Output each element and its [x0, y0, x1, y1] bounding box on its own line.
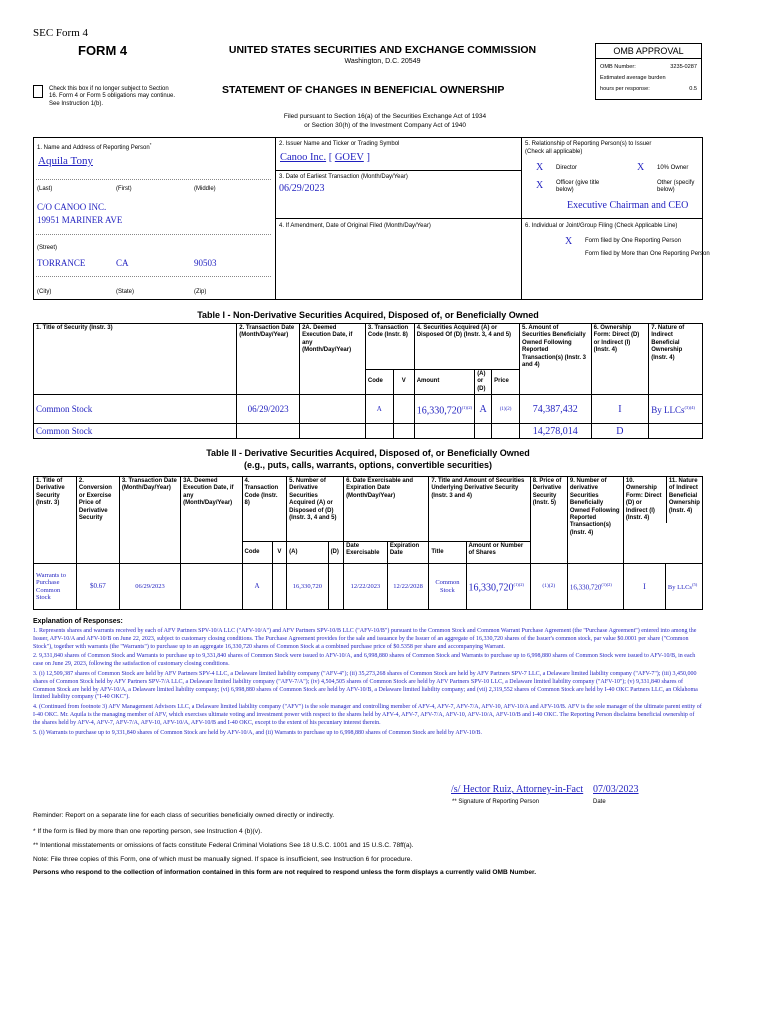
ten-percent-owner-mark[interactable]: X	[637, 162, 645, 173]
t1-h2a: 2A. Deemed Execution Date, if any (Month/Day/Year)	[300, 324, 366, 395]
t2-r1-deriv-price: (1)(2)	[530, 564, 567, 610]
zip-value: 90503	[194, 258, 217, 268]
t2-r1-nature: By LLCs$^{(5)}$	[665, 564, 702, 610]
signature-name: /s/ Hector Ruiz, Attorney-in-Fact	[451, 784, 584, 795]
other-label: Other (specify below)	[657, 180, 695, 194]
commission-title: UNITED STATES SECURITIES AND EXCHANGE COMMISSION	[228, 44, 537, 56]
footer-line-1: * If the form is filed by more than one reporting person, see Instruction 4 (b)(v).	[33, 828, 263, 835]
t2-h11: 11. Nature of Indirect Beneficial Ownership (Instr. 4)	[668, 478, 700, 514]
t1-r1-form: I	[591, 395, 649, 424]
middle-label: (Middle)	[194, 186, 216, 192]
city-value: TORRANCE	[37, 258, 86, 268]
statement-title: STATEMENT OF CHANGES IN BENEFICIAL OWNERSHIP	[222, 84, 505, 96]
reporting-person-name-link[interactable]: Aquila Tony	[38, 155, 93, 167]
one-person-label: Form filed by One Reporting Person	[585, 238, 682, 244]
one-person-mark[interactable]: X	[565, 236, 573, 247]
earliest-date-value: 06/29/2023	[279, 183, 325, 194]
reporting-person-label: 1. Name and Address of Reporting Person*	[37, 142, 152, 151]
t1-r2-owned: 14,278,014	[519, 424, 591, 439]
omb-number-value: 3235-0287	[670, 64, 697, 70]
t2-h7: 7. Title and Amount of Securities Underlying Derivative Security (Instr. 3 and 4)	[429, 477, 530, 542]
omb-approval-box	[595, 43, 702, 100]
location: Washington, D.C. 20549	[344, 58, 421, 65]
explanation-heading: Explanation of Responses:	[33, 618, 123, 625]
t2-r1-a: 16,330,720	[287, 564, 328, 610]
t2-r1-shares: $16,330,720^{(1)(2)}$	[466, 564, 530, 610]
address-line-2: 19951 MARINER AVE	[37, 215, 123, 225]
t2-r1-date: 06/29/2023	[119, 564, 180, 610]
explanation-notes	[33, 628, 703, 739]
t2-h5: 5. Number of Derivative Securities Acquired (A) or Disposed of (D) (Instr. 3, 4 and 5)	[287, 477, 344, 542]
t1-r2-form: D	[591, 424, 649, 439]
director-label: Director	[556, 165, 578, 171]
t1-sub-v: V	[393, 370, 414, 395]
t2-h1: 1. Title of Derivative Security (Instr. 3)	[34, 477, 77, 564]
officer-label: Officer (give title below)	[556, 180, 600, 194]
t1-r1-owned: 74,387,432	[519, 395, 591, 424]
t1-r2-title: Common Stock	[34, 424, 237, 439]
issuer-name: Canoo Inc. [ GOEV ]	[280, 152, 370, 163]
signature-label: ** Signature of Reporting Person	[452, 799, 540, 805]
checkbox-text: Check this box if no longer subject to Section 16. Form 4 or Form 5 obligations may continue. See Instruction 1(b).	[49, 86, 176, 107]
t2-h10: 10. Ownership Form: Direct (D) or Indirect (I) (Instr. 4)	[624, 477, 667, 523]
t2-h2: 2. Conversion or Exercise Price of Derivative Security	[76, 477, 119, 564]
t2-sub-a: (A)	[287, 542, 328, 564]
t2-r1-price: $0.67	[76, 564, 119, 610]
address-line-1: C/O CANOO INC.	[37, 202, 107, 212]
t1-h3: 3. Transaction Code (Instr. 8)	[365, 324, 414, 370]
footnote-4: 4. (Continued from footnote 3) AFV Management Advisors LLC, a Delaware limited liability company ("AFV") is the sole manager and controlling member of AFV-4, AFV-7, AFV-7/A, AFV-10, AFV-10/A and AFV-10/B. AFV is the sole manager of the ultimate parent entity of I-40 OKC. Mr. Aquila is the managing member of AFV, which exercises ultimate voting and investment power with respect to the shares held by AFV-4, AFV-7, AFV-7/A, AFV-10, AFV-10/A, AFV-10/B and I-40 OKC. The Reporting Person disclaims beneficial ownership of the shares held by AFV-4, AFV-7, AFV-7/A, AFV-10, AFV-10/A, AFV-10/B and I-40 OKC, except to the extent of his pecuniary interest therein.	[33, 704, 702, 726]
filed-line-2: or Section 30(h) of the Investment Company Act of 1940	[304, 122, 466, 129]
t1-h4: 4. Securities Acquired (A) or Disposed Of (D) (Instr. 3, 4 and 5)	[414, 324, 519, 370]
filing-label: 6. Individual or Joint/Group Filing (Check Applicable Line)	[525, 223, 678, 229]
t1-r1-nature: By LLCs$^{(3)(4)}$	[649, 395, 703, 424]
form-title: FORM 4	[78, 43, 128, 58]
t2-r1-sec-title: Common Stock	[429, 564, 466, 610]
t2-sub-v: V	[272, 542, 287, 564]
t1-h1: 1. Title of Security (Instr. 3)	[34, 324, 237, 395]
t2-r1-form: I	[623, 564, 665, 610]
t2-sub-code: Code	[242, 542, 272, 564]
t1-r1-price: (1)(2)	[492, 395, 520, 424]
t1-r1-title: Common Stock	[34, 395, 237, 424]
t2-h10-h11	[623, 477, 702, 564]
table1-title: Table I - Non-Derivative Securities Acquired, Disposed of, or Beneficially Owned	[197, 310, 539, 320]
t1-r1-date: 06/29/2023	[237, 395, 300, 424]
table-row	[34, 564, 703, 610]
t2-r1-owned: $16,330,720^{(1)(2)}$	[567, 564, 623, 610]
t2-r1-exercisable: 12/22/2023	[344, 564, 388, 610]
footnote-3: 3. (i) 12,509,387 shares of Common Stock are held by AFV Partners SPV-4 LLC, a Delaware limited liability company ("AFV-4"); (ii) 35,273,268 shares of Common Stock are held by AFV Partners SPV-7 LLC, a Delaware limited liability company ("AFV-7"); (iii) 3,450,000 shares of Common Stock held by AFV Partners SPV-7/A LLC, a Delaware limited liability company ("AFV-7/A"); (iv) 4,504,505 shares of Common Stock are held by AFV Partners SPV-10 LLC, a Delaware limited liability company ("AFV-10"); (v) 9,331,840 shares of Common Stock are held by AFV-10/A, a Delaware limited liability company; (vi) 6,998,880 shares of Common Stock are held by AFV-10/B, a Delaware limited liability company; and (vii) 2,319,552 shares of Common Stock are held by I-40 OKC Partners LLC, an Oklahoma limited liability company ("I-40 OKC").	[33, 670, 698, 701]
omb-hours-label: hours per response:	[600, 86, 650, 92]
no-longer-subject-checkbox[interactable]	[33, 85, 43, 98]
omb-title: OMB APPROVAL	[596, 44, 701, 59]
t1-sub-price: Price	[492, 370, 520, 395]
footnote-5: 5. (i) Warrants to purchase up to 9,331,840 shares of Common Stock are held by AFV-10/A, and (ii) Warrants to purchase up to 6,998,880 shares of Common Stock are held by AFV-10/B.	[33, 729, 482, 736]
multiple-persons-label: Form filed by More than One Reporting Person	[585, 251, 710, 257]
relationship-label: 5. Relationship of Reporting Person(s) to Issuer	[525, 141, 652, 147]
earliest-date-label: 3. Date of Earliest Transaction (Month/Day/Year)	[279, 174, 408, 180]
issuer-label: 2. Issuer Name and Ticker or Trading Symbol	[279, 141, 400, 147]
t2-r1-code: A	[242, 564, 272, 610]
officer-title: Executive Chairman and CEO	[567, 200, 689, 211]
t2-sub-number: Amount or Number of Shares	[466, 542, 530, 564]
t1-h2: 2. Transaction Date (Month/Day/Year)	[237, 324, 300, 395]
issuer-ticker-link[interactable]: GOEV	[334, 152, 364, 163]
sec-form-label: SEC Form 4	[33, 27, 89, 39]
t1-r1-code: A	[365, 395, 393, 424]
t2-h9: 9. Number of derivative Securities Beneficially Owned Following Reported Transaction(s) (Instr. 4)	[567, 477, 623, 564]
t2-h8: 8. Price of Derivative Security (Instr. 5)	[530, 477, 567, 564]
filed-line-1: Filed pursuant to Section 16(a) of the Securities Exchange Act of 1934	[283, 113, 487, 120]
table2-title: Table II - Derivative Securities Acquired, Disposed of, or Beneficially Owned	[206, 448, 530, 458]
t1-h7: 7. Nature of Indirect Beneficial Ownership (Instr. 4)	[649, 324, 703, 395]
table1	[33, 323, 703, 439]
amendment-label: 4. If Amendment, Date of Original Filed (Month/Day/Year)	[279, 223, 431, 229]
state-label: (State)	[116, 289, 135, 295]
table-row	[34, 395, 703, 424]
footnote-2: 2. 9,331,840 shares of Common Stock and Warrants to purchase up to 9,331,840 shares of Common Stock were issued to AFV-10/A, and 6,998,880 shares of Common Stock and Warrants to purchase up to 6,998,880 shares of Common Stock were issued to AFV-10/B, in each case on June 29, 2023, following the satisfaction of customary closing conditions.	[33, 653, 696, 668]
t1-r1-ad: A	[475, 395, 492, 424]
t1-h5: 5. Amount of Securities Beneficially Owned Following Reported Transaction(s) (Instr. 3 and 4)	[519, 324, 591, 395]
signature-date: 07/03/2023	[593, 784, 639, 795]
t1-sub-code: Code	[365, 370, 393, 395]
relationship-check-label: (Check all applicable)	[525, 149, 583, 155]
t2-sub-exercisable: Date Exercisable	[344, 542, 388, 564]
t1-h6: 6. Ownership Form: Direct (D) or Indirect (I) (Instr. 4)	[591, 324, 649, 395]
officer-mark[interactable]: X	[536, 180, 544, 191]
footer-line-3: Note: File three copies of this Form, one of which must be manually signed. If space is insufficient, see Instruction 6 for procedure.	[33, 856, 413, 863]
t2-r1-expiration: 12/22/2028	[387, 564, 428, 610]
reminder-text: Reminder: Report on a separate line for each class of securities beneficially owned directly or indirectly.	[33, 812, 335, 819]
director-mark[interactable]: X	[536, 162, 544, 173]
footer-line-4: Persons who respond to the collection of information contained in this form are not required to respond unless the form displays a currently valid OMB Number.	[33, 869, 537, 876]
t2-h4: 4. Transaction Code (Instr. 8)	[242, 477, 287, 542]
t1-sub-ad: (A) or (D)	[475, 370, 492, 395]
table-row	[34, 424, 703, 439]
t2-h6: 6. Date Exercisable and Expiration Date (Month/Day/Year)	[344, 477, 429, 542]
omb-burden-label: Estimated average burden	[600, 75, 666, 81]
t2-h3: 3. Transaction Date (Month/Day/Year)	[119, 477, 180, 564]
t1-r1-amount: $16,330,720^{(1)(2)}$	[414, 395, 475, 424]
street-label: (Street)	[37, 245, 58, 251]
t1-sub-amount: Amount	[414, 370, 475, 395]
table2-subtitle: (e.g., puts, calls, warrants, options, convertible securities)	[243, 460, 493, 470]
date-label: Date	[593, 799, 606, 805]
last-label: (Last)	[37, 186, 53, 192]
table2	[33, 476, 703, 610]
t2-r1-title: Warrants to Purchase Common Stock	[34, 564, 77, 610]
issuer-name-link[interactable]: Canoo Inc.	[280, 152, 327, 163]
first-label: (First)	[116, 186, 132, 192]
city-label: (City)	[37, 289, 52, 295]
t2-sub-expiration: Expiration Date	[387, 542, 428, 564]
omb-hours-value: 0.5	[689, 86, 697, 92]
t2-sub-d: (D)	[328, 542, 344, 564]
footer-line-2: ** Intentional misstatements or omissions of facts constitute Federal Criminal Violations See 18 U.S.C. 1001 and 15 U.S.C. 78ff(a).	[33, 842, 414, 849]
ten-percent-owner-label: 10% Owner	[657, 165, 689, 171]
state-value: CA	[116, 258, 129, 268]
t2-h3a: 3A. Deemed Execution Date, if any (Month/Day/Year)	[181, 477, 242, 564]
omb-number-label: OMB Number:	[600, 64, 636, 70]
t2-sub-title: Title	[429, 542, 466, 564]
zip-label: (Zip)	[194, 289, 207, 295]
footnote-1: 1. Represents shares and warrants received by each of AFV Partners SPV-10/A LLC ("AFV-10/A") and AFV Partners SPV-10/B LLC ("AFV-10/B") pursuant to the Common Stock and Common Warrant Purchase Agreement (the "Purchase Agreement") entered into among the Issuer, AFV-10/A and AFV-10/B on June 22, 2023, subject to customary closing conditions. The Purchase Agreement provides for the sale and issuance by the Issuer of an aggregate of 16,330,720 shares of the Issuer's common stock, par value $0.0001 per share ("Common Stock"), together with warrants (the "Warrants") to purchase up to an aggregate 16,330,720 shares of Common Stock at a combined purchase price of $0.5358 per share and accompanying Warrant.	[33, 628, 697, 650]
